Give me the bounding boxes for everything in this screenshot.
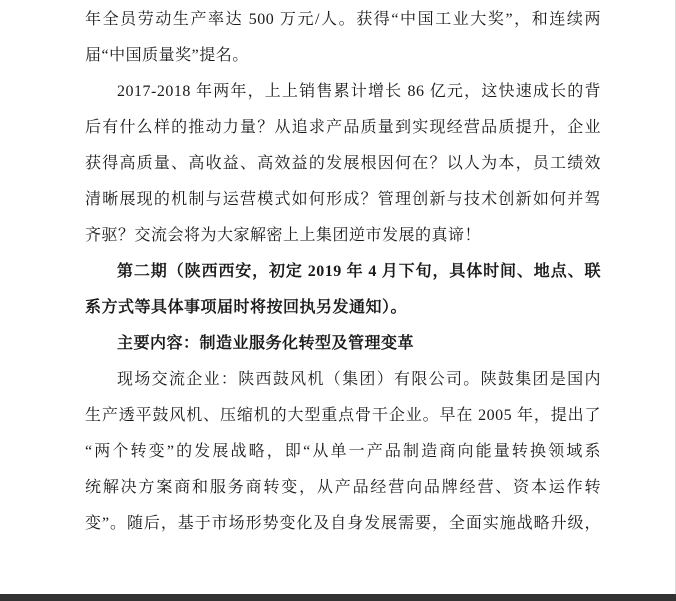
text-line: 变”。随后，基于市场形势变化及自身发展需要，全面实施战略升级， — [85, 515, 601, 532]
text-line: 现场交流企业：陕西鼓风机（集团）有限公司。陕鼓集团是国内 — [117, 371, 601, 388]
bottom-edge-bar — [0, 594, 676, 601]
text-line-heading: 系方式等具体事项届时将按回执另发通知）。 — [85, 299, 408, 316]
text-line: 后有什么样的推动力量？从追求产品质量到实现经营品质提升，企业 — [85, 119, 601, 136]
text-line: 清晰展现的机制与运营模式如何形成？管理创新与技术创新如何并驾 — [85, 191, 601, 208]
text-line: 年全员劳动生产率达 500 万元/人。获得“中国工业大奖”，和连续两 — [85, 11, 601, 28]
text-line: “两个转变”的发展战略，即“从单一产品制造商向能量转换领域系 — [85, 443, 601, 460]
text-line: 生产透平鼓风机、压缩机的大型重点骨干企业。早在 2005 年，提出了 — [85, 407, 601, 424]
text-line: 届“中国质量奖”提名。 — [85, 47, 249, 64]
text-line: 2017-2018 年两年，上上销售累计增长 86 亿元，这快速成长的背 — [117, 83, 601, 100]
text-line-heading: 第二期（陕西西安，初定 2019 年 4 月下旬，具体时间、地点、联 — [117, 263, 601, 280]
text-line-heading: 主要内容：制造业服务化转型及管理变革 — [117, 335, 415, 352]
text-line: 齐驱？交流会将为大家解密上上集团逆市发展的真谛！ — [85, 227, 482, 244]
document-text-block — [85, 2, 601, 542]
text-line: 获得高质量、高收益、高效益的发展根因何在？以人为本，员工绩效 — [85, 155, 601, 172]
text-line: 统解决方案商和服务商转变，从产品经营向品牌经营、资本运作转 — [85, 479, 601, 496]
